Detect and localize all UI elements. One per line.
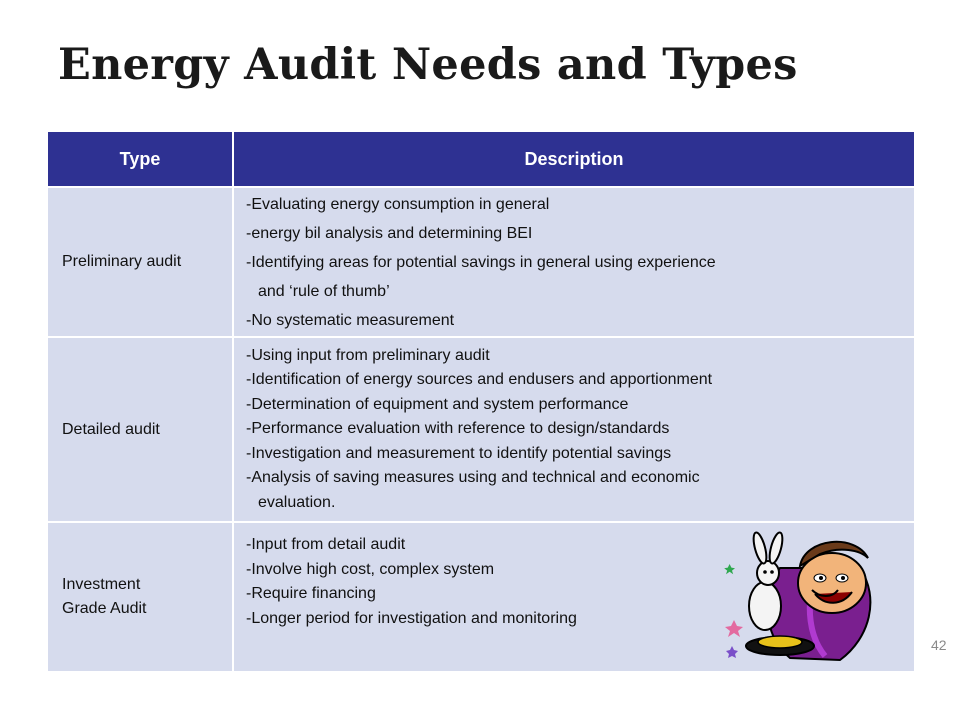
description-line: -No systematic measurement <box>246 311 455 329</box>
header-description: Description <box>233 131 915 187</box>
description-line: and ‘rule of thumb’ <box>258 282 390 300</box>
type-label: Preliminary audit <box>62 253 182 270</box>
description-line: -Performance evaluation with reference to design/standards <box>246 420 670 438</box>
header-type: Type <box>47 131 233 187</box>
description-line: evaluation. <box>258 493 336 511</box>
description-line: -Investigation and measurement to identify potential savings <box>246 444 672 462</box>
type-label: Grade Audit <box>62 600 147 617</box>
type-label: Investment <box>62 575 141 593</box>
description-line: -Using input from preliminary audit <box>246 346 490 364</box>
description-line: -Involve high cost, complex system <box>246 560 495 578</box>
type-cell <box>47 187 233 337</box>
type-cell <box>47 522 233 672</box>
description-line: -Determination of equipment and system performance <box>246 395 629 413</box>
description-cell <box>233 187 915 337</box>
table-row <box>47 337 915 522</box>
table-row <box>47 187 915 337</box>
description-line: -Identification of energy sources and endusers and apportionment <box>246 371 713 389</box>
magician-illustration <box>720 528 885 668</box>
type-label: Detailed audit <box>62 420 160 438</box>
description-line: -energy bil analysis and determining BEI <box>246 224 533 242</box>
slide-title: Energy Audit Needs and Types <box>58 40 798 90</box>
description-line: -Evaluating energy consumption in general <box>246 195 550 213</box>
description-line: -Analysis of saving measures using and technical and economic <box>246 469 700 487</box>
type-cell <box>47 337 233 522</box>
table-header-row <box>47 131 915 187</box>
description-line: -Require financing <box>246 585 376 602</box>
description-line: -Identifying areas for potential savings in general using experience <box>246 253 716 271</box>
description-line: -Input from detail audit <box>246 536 406 553</box>
description-line: -Longer period for investigation and monitoring <box>246 609 577 627</box>
page-number: 42 <box>931 637 947 653</box>
description-cell <box>233 337 915 522</box>
